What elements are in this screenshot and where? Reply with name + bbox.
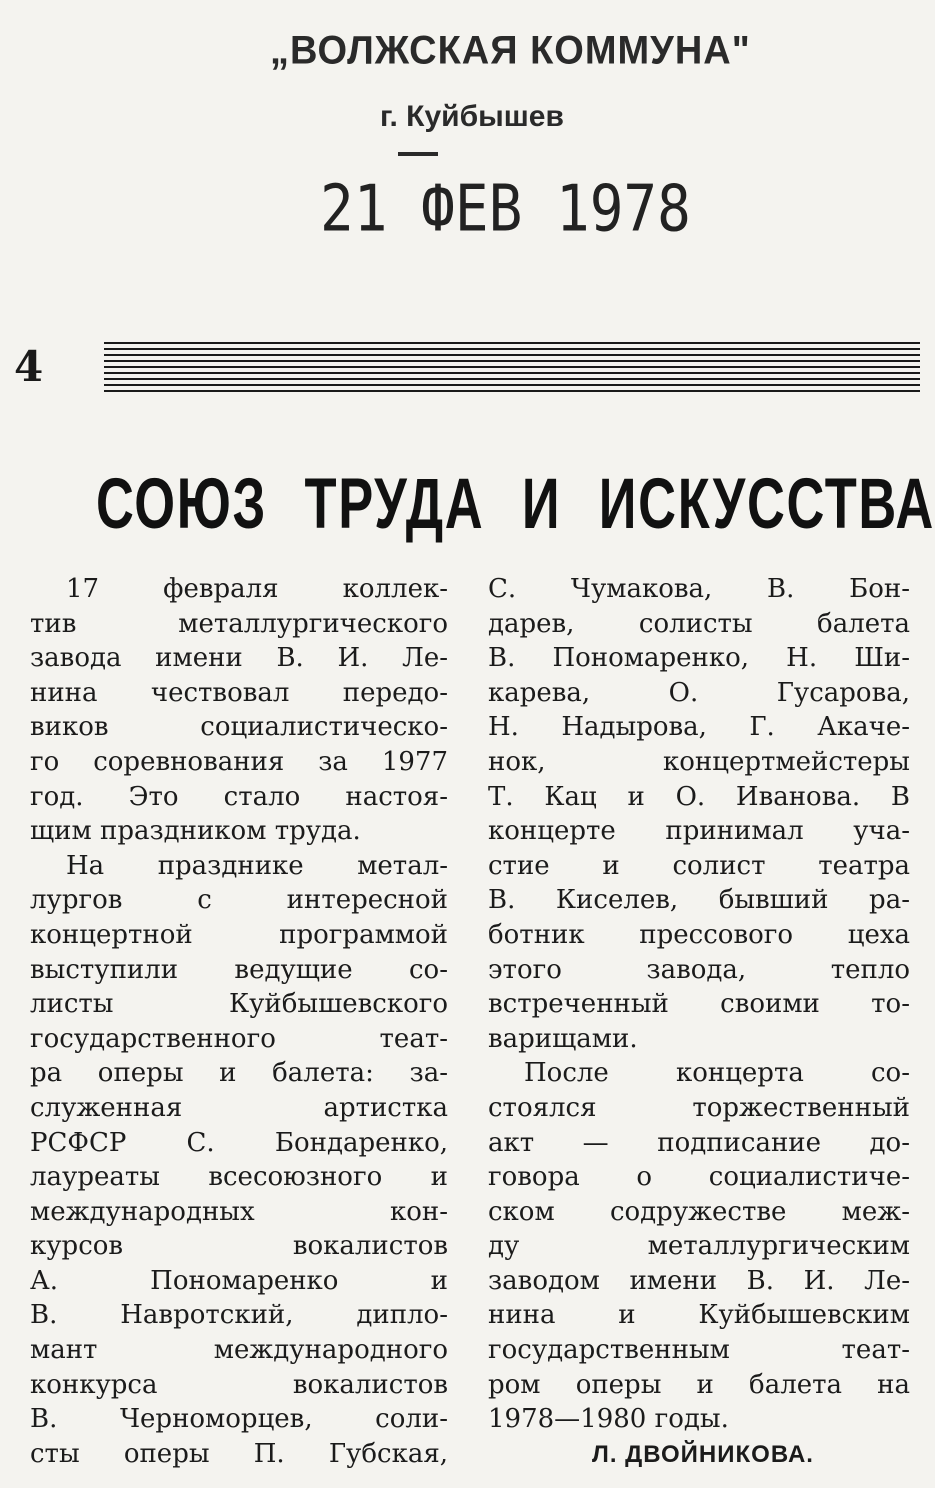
article-line: Н. Надырова, Г. Акаче- [488, 712, 910, 743]
article-line: курсов вокалистов [30, 1231, 448, 1262]
article-line: тив металлургического [30, 608, 448, 639]
article-line: нина чествовал передо- [30, 677, 448, 708]
article-line: конкурса вокалистов [30, 1369, 448, 1400]
article-line: виков социалистическо- [30, 712, 448, 743]
article-line: В. Черноморцев, соли- [30, 1404, 448, 1435]
article-line: С. Чумакова, В. Бон- [488, 574, 910, 604]
article-line: ра оперы и балета: за- [30, 1058, 448, 1089]
page-number: 4 [14, 342, 44, 391]
article-line: дарев, солисты балета [488, 608, 910, 639]
article-line: В. Киселев, бывший ра- [488, 885, 910, 916]
article-line: мант международного [30, 1335, 448, 1366]
stamp-newspaper-name: „ВОЛЖСКАЯ КОММУНА" [270, 28, 751, 74]
article-line: лургов с интересной [30, 885, 448, 916]
article-line: го соревнования за 1977 [30, 746, 448, 777]
article-line: карева, О. Гусарова, [488, 677, 910, 708]
article-line: международных кон- [30, 1196, 448, 1227]
article-line: В. Навротский, дипло- [30, 1300, 448, 1331]
article-column-right [488, 572, 910, 1437]
article-line: лауреаты всесоюзного и [30, 1162, 448, 1193]
stamp-date: 21 ФЕВ 1978 [320, 172, 691, 247]
article-line: стие и солист театра [488, 850, 910, 881]
article-line: государственным теат- [488, 1335, 910, 1366]
article-line: нок, концертмейстеры [488, 746, 910, 777]
article-line: концертной программой [30, 919, 448, 950]
article-line: варищами. [488, 1023, 638, 1054]
article-line: листы Куйбышевского [30, 989, 448, 1020]
article-line: акт — подписание до- [488, 1127, 910, 1158]
article-line: ром оперы и балета на [488, 1369, 910, 1400]
stamp-divider [398, 152, 438, 156]
article-line: нина и Куйбышевским [488, 1300, 910, 1331]
article-line: служенная артистка [30, 1092, 448, 1123]
article-line: 1978—1980 годы. [488, 1404, 729, 1435]
article-line: говора о социалистиче- [488, 1162, 910, 1193]
article-line: ду металлургическим [488, 1231, 910, 1262]
article-line: концерте принимал уча- [488, 816, 910, 847]
article-line: 17 февраля коллек- [66, 574, 448, 604]
article-column-left [30, 572, 448, 1471]
author-byline: Л. ДВОЙНИКОВА. [592, 1441, 814, 1468]
article-line: щим праздником труда. [30, 816, 361, 847]
article-line: завода имени В. И. Ле- [30, 643, 448, 674]
article-line: сты оперы П. Губская, [30, 1438, 448, 1469]
article-line: ботник прессового цеха [488, 919, 910, 950]
article-line: А. Пономаренко и [30, 1265, 448, 1296]
decorative-rules [104, 342, 920, 394]
article-headline: СОЮЗ ТРУДА И ИСКУССТВА [96, 463, 935, 544]
article-line: встреченный своими то- [488, 989, 910, 1020]
article-line: стоялся торжественный [488, 1092, 910, 1123]
stamp-city: г. Куйбышев [380, 100, 564, 133]
article-line: выступили ведущие со- [30, 954, 448, 985]
article-line: В. Пономаренко, Н. Ши- [488, 643, 910, 674]
article-line: Т. Кац и О. Иванова. В [488, 781, 910, 812]
article-line: год. Это стало настоя- [30, 781, 448, 812]
article-line: этого завода, тепло [488, 954, 910, 985]
article-line: ском содружестве меж- [488, 1196, 910, 1227]
article-line: После концерта со- [524, 1058, 910, 1089]
article-line: На празднике метал- [66, 850, 448, 881]
article-line: заводом имени В. И. Ле- [488, 1265, 910, 1296]
article-line: РСФСР С. Бондаренко, [30, 1127, 448, 1158]
article-line: государственного теат- [30, 1023, 448, 1054]
